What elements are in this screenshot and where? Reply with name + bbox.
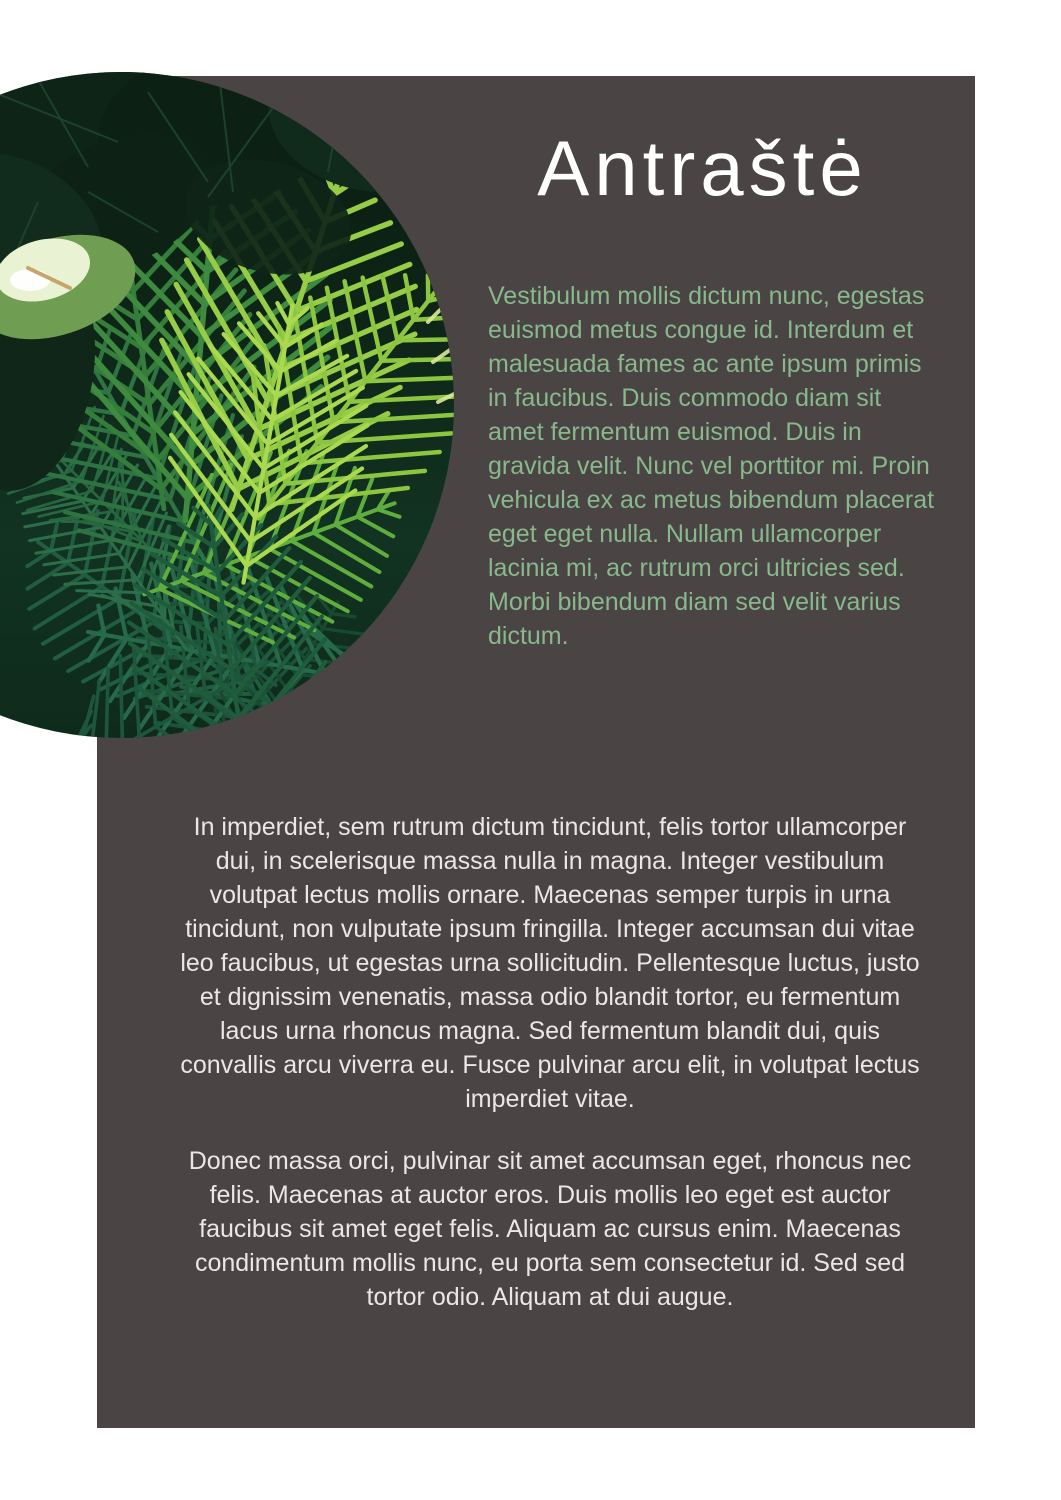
page-title: Antraštė <box>537 124 868 212</box>
body-paragraph-1: In imperdiet, sem rutrum dictum tincidunt, felis tortor ullamcorper dui, in scelerisque massa nulla in magna. Integer vestibulum volutpat lectus mollis ornare. Maecenas semper turpis in urna tincidunt, non vulputate ipsum fringilla. Integer accumsan dui vitae leo faucibus, ut egestas urna sollicitudin. Pellentesque luctus, justo et dignissim venenatis, massa odio blandit tortor, eu fermentum lacus urna rhoncus magna. Sed fermentum blandit dui, quis convallis arcu viverra eu. Fusce pulvinar arcu elit, in volutpat lectus imperdiet vitae. <box>180 813 920 1113</box>
intro-paragraph: Vestibulum mollis dictum nunc, egestas euismod metus congue id. Interdum et malesuada fames ac ante ipsum primis in faucibus. Duis commodo diam sit amet fermentum euismod. Duis in gravida velit. Nunc vel porttitor mi. Proin vehicula ex ac metus bibendum placerat eget eget nulla. Nullam ullamcorper lacinia mi, ac rutrum orci ultricies sed. Morbi bibendum diam sed velit varius dictum. <box>488 282 935 650</box>
body-paragraph-2: Donec massa orci, pulvinar sit amet accumsan eget, rhoncus nec felis. Maecenas at auctor eros. Duis mollis leo eget est auctor faucibus sit amet eget felis. Aliquam ac cursus enim. Maecenas condimentum mollis nunc, eu porta sem consectetur id. Sed sed tortor odio. Aliquam at dui augue. <box>188 1147 912 1311</box>
